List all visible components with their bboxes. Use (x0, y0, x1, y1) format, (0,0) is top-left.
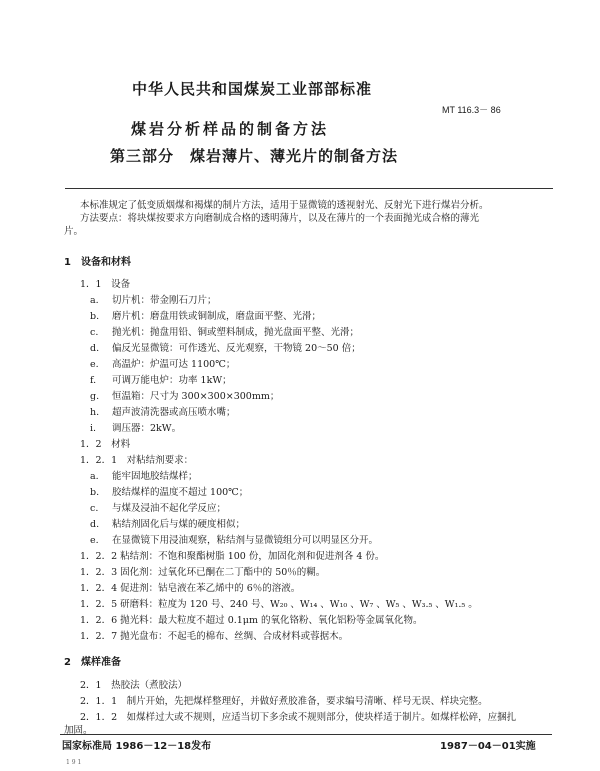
item-label: a. (90, 295, 99, 306)
subsection-1-1: 1．1 设备 (80, 279, 131, 290)
document-subtitle: 第三部分 煤岩薄片、薄光片的制备方法 (110, 147, 399, 165)
equipment-item (90, 340, 361, 354)
requirement-item (90, 468, 198, 482)
clause-number: 1．2．7 (80, 631, 118, 642)
item-label: b. (90, 311, 100, 322)
clause-1-2-2 (80, 548, 384, 562)
clause-number: 1．2．3 (80, 567, 118, 578)
requirement-item (90, 500, 226, 514)
equipment-item (90, 388, 279, 402)
clause-1-2-5 (80, 596, 478, 610)
item-label: a. (90, 471, 99, 482)
clause-2-1-1: 2．1．1 制片开始，先把煤样整理好，并做好煮胶准备，要求编号清晰、样号无误、样块完整。 (80, 696, 488, 707)
requirement-item (90, 484, 248, 498)
item-label: e. (90, 359, 99, 370)
item-text: 胶结煤样的温度不超过 100℃； (112, 487, 249, 498)
item-label: d. (90, 519, 100, 530)
item-text: 磨片机：磨盘用铁或铜制成，磨盘面平整、光滑； (112, 311, 322, 322)
item-text: 在显微镜下用浸油观察，粘结剂与显微镜组分可以明显区分开。 (112, 535, 379, 546)
ministry-header: 中华人民共和国煤炭工业部部标准 (132, 80, 373, 98)
clause-number: 1．2．6 (80, 615, 118, 626)
intro-line-3: 片。 (64, 226, 84, 237)
equipment-item (90, 420, 181, 434)
clause-text: 固化剂：过氧化环已酮在二丁酯中的 50％的糊。 (120, 567, 326, 578)
subsection-2-1: 2．1 热胶法（煮胶法） (80, 680, 188, 691)
item-text: 与煤及浸油不起化学反应； (112, 503, 227, 514)
clause-1-2-6 (80, 612, 423, 626)
item-text: 抛光机：抛盘用铅、铜或塑料制成，抛光盘面平整、光滑； (112, 327, 360, 338)
item-label: i. (90, 423, 97, 434)
equipment-item (90, 292, 217, 306)
requirement-item (90, 532, 378, 546)
effective-date: 1987－04－01实施 (440, 741, 536, 752)
item-label: h. (90, 407, 100, 418)
standard-number: MT 116.3－ 86 (442, 105, 501, 115)
document-title: 煤岩分析样品的制备方法 (131, 120, 330, 138)
clause-1-2-3 (80, 564, 325, 578)
item-text: 高温炉：炉温可达 1100℃； (112, 359, 236, 370)
clause-number: 1．2．5 (80, 599, 118, 610)
clause-text: 抛光料：最大粒度不超过 0.1μm 的氧化铬粉、氧化铝粉等金属氧化物。 (120, 615, 423, 626)
equipment-item (90, 324, 359, 338)
clause-text: 抛光盘布：不起毛的棉布、丝绸、合成材料或蓉据木。 (120, 631, 349, 642)
intro-line-1: 本标准规定了低变质烟煤和褐煤的制片方法，适用于显微镜的透视射光、反射光下进行煤岩分析。 (80, 200, 489, 211)
clause-text: 促进剂：钴皂液在苯乙烯中的 6％的溶液。 (120, 583, 301, 594)
item-text: 超声波清洗器或高压喷水嘴； (112, 407, 236, 418)
section-1-heading: 1 设备和材料 (64, 257, 131, 268)
item-label: g. (90, 391, 100, 402)
item-label: c. (90, 503, 99, 514)
item-label: e. (90, 535, 99, 546)
clause-1-2-7 (80, 628, 348, 642)
equipment-item (90, 356, 235, 370)
item-text: 切片机：带金刚石刀片； (112, 295, 217, 306)
subsection-1-2-1: 1．2．1 对粘结剂要求： (80, 455, 194, 466)
equipment-item (90, 372, 232, 386)
equipment-item (90, 404, 236, 418)
item-label: b. (90, 487, 100, 498)
section-2-heading: 2 煤样准备 (64, 657, 121, 668)
clause-2-1-2: 2．1．2 如煤样过大或不规则，应适当切下多余或不规则部分，使块样适于制片。如煤样松碎，应捆扎 (80, 712, 517, 723)
page-mark: 1 9 1 (66, 759, 82, 766)
header-rule (65, 188, 553, 189)
item-text: 调压器：2kW。 (112, 423, 182, 434)
footer-rule (60, 734, 552, 735)
item-label: c. (90, 327, 99, 338)
clause-number: 1．2．4 (80, 583, 118, 594)
item-label: d. (90, 343, 100, 354)
intro-line-2: 方法要点：将块煤按要求方向磨制成合格的透明薄片，以及在薄片的一个表面抛光成合格的薄光 (80, 213, 480, 224)
item-text: 偏反光显微镜：可作透光、反光观察，干物镜 20～50 倍； (112, 343, 361, 354)
clause-number: 1．2．2 (80, 551, 118, 562)
clause-text: 研磨料：粒度为 120 号、240 号、W₂₀ 、W₁₄ 、W₁₀ 、W₇ 、W₅ 、W₃.₅ 、W₁.₅ 。 (120, 599, 478, 610)
issue-date: 国家标准局 1986－12－18发布 (62, 741, 212, 752)
item-text: 粘结剂固化后与煤的硬度相似； (112, 519, 246, 530)
item-label: f. (90, 375, 97, 386)
clause-text: 粘结剂：不饱和聚酯树脂 100 份，加固化剂和促进剂各 4 份。 (120, 551, 385, 562)
item-text: 可调万能电炉：功率 1kW； (112, 375, 232, 386)
subsection-1-2: 1．2 材料 (80, 439, 131, 450)
clause-1-2-4 (80, 580, 300, 594)
clause-2-1-2-cont: 加固。 (64, 725, 93, 736)
item-text: 能牢固地胶结煤样； (112, 471, 198, 482)
item-text: 恒温箱：尺寸为 300×300×300mm； (112, 391, 280, 402)
equipment-item (90, 308, 321, 322)
requirement-item (90, 516, 245, 530)
